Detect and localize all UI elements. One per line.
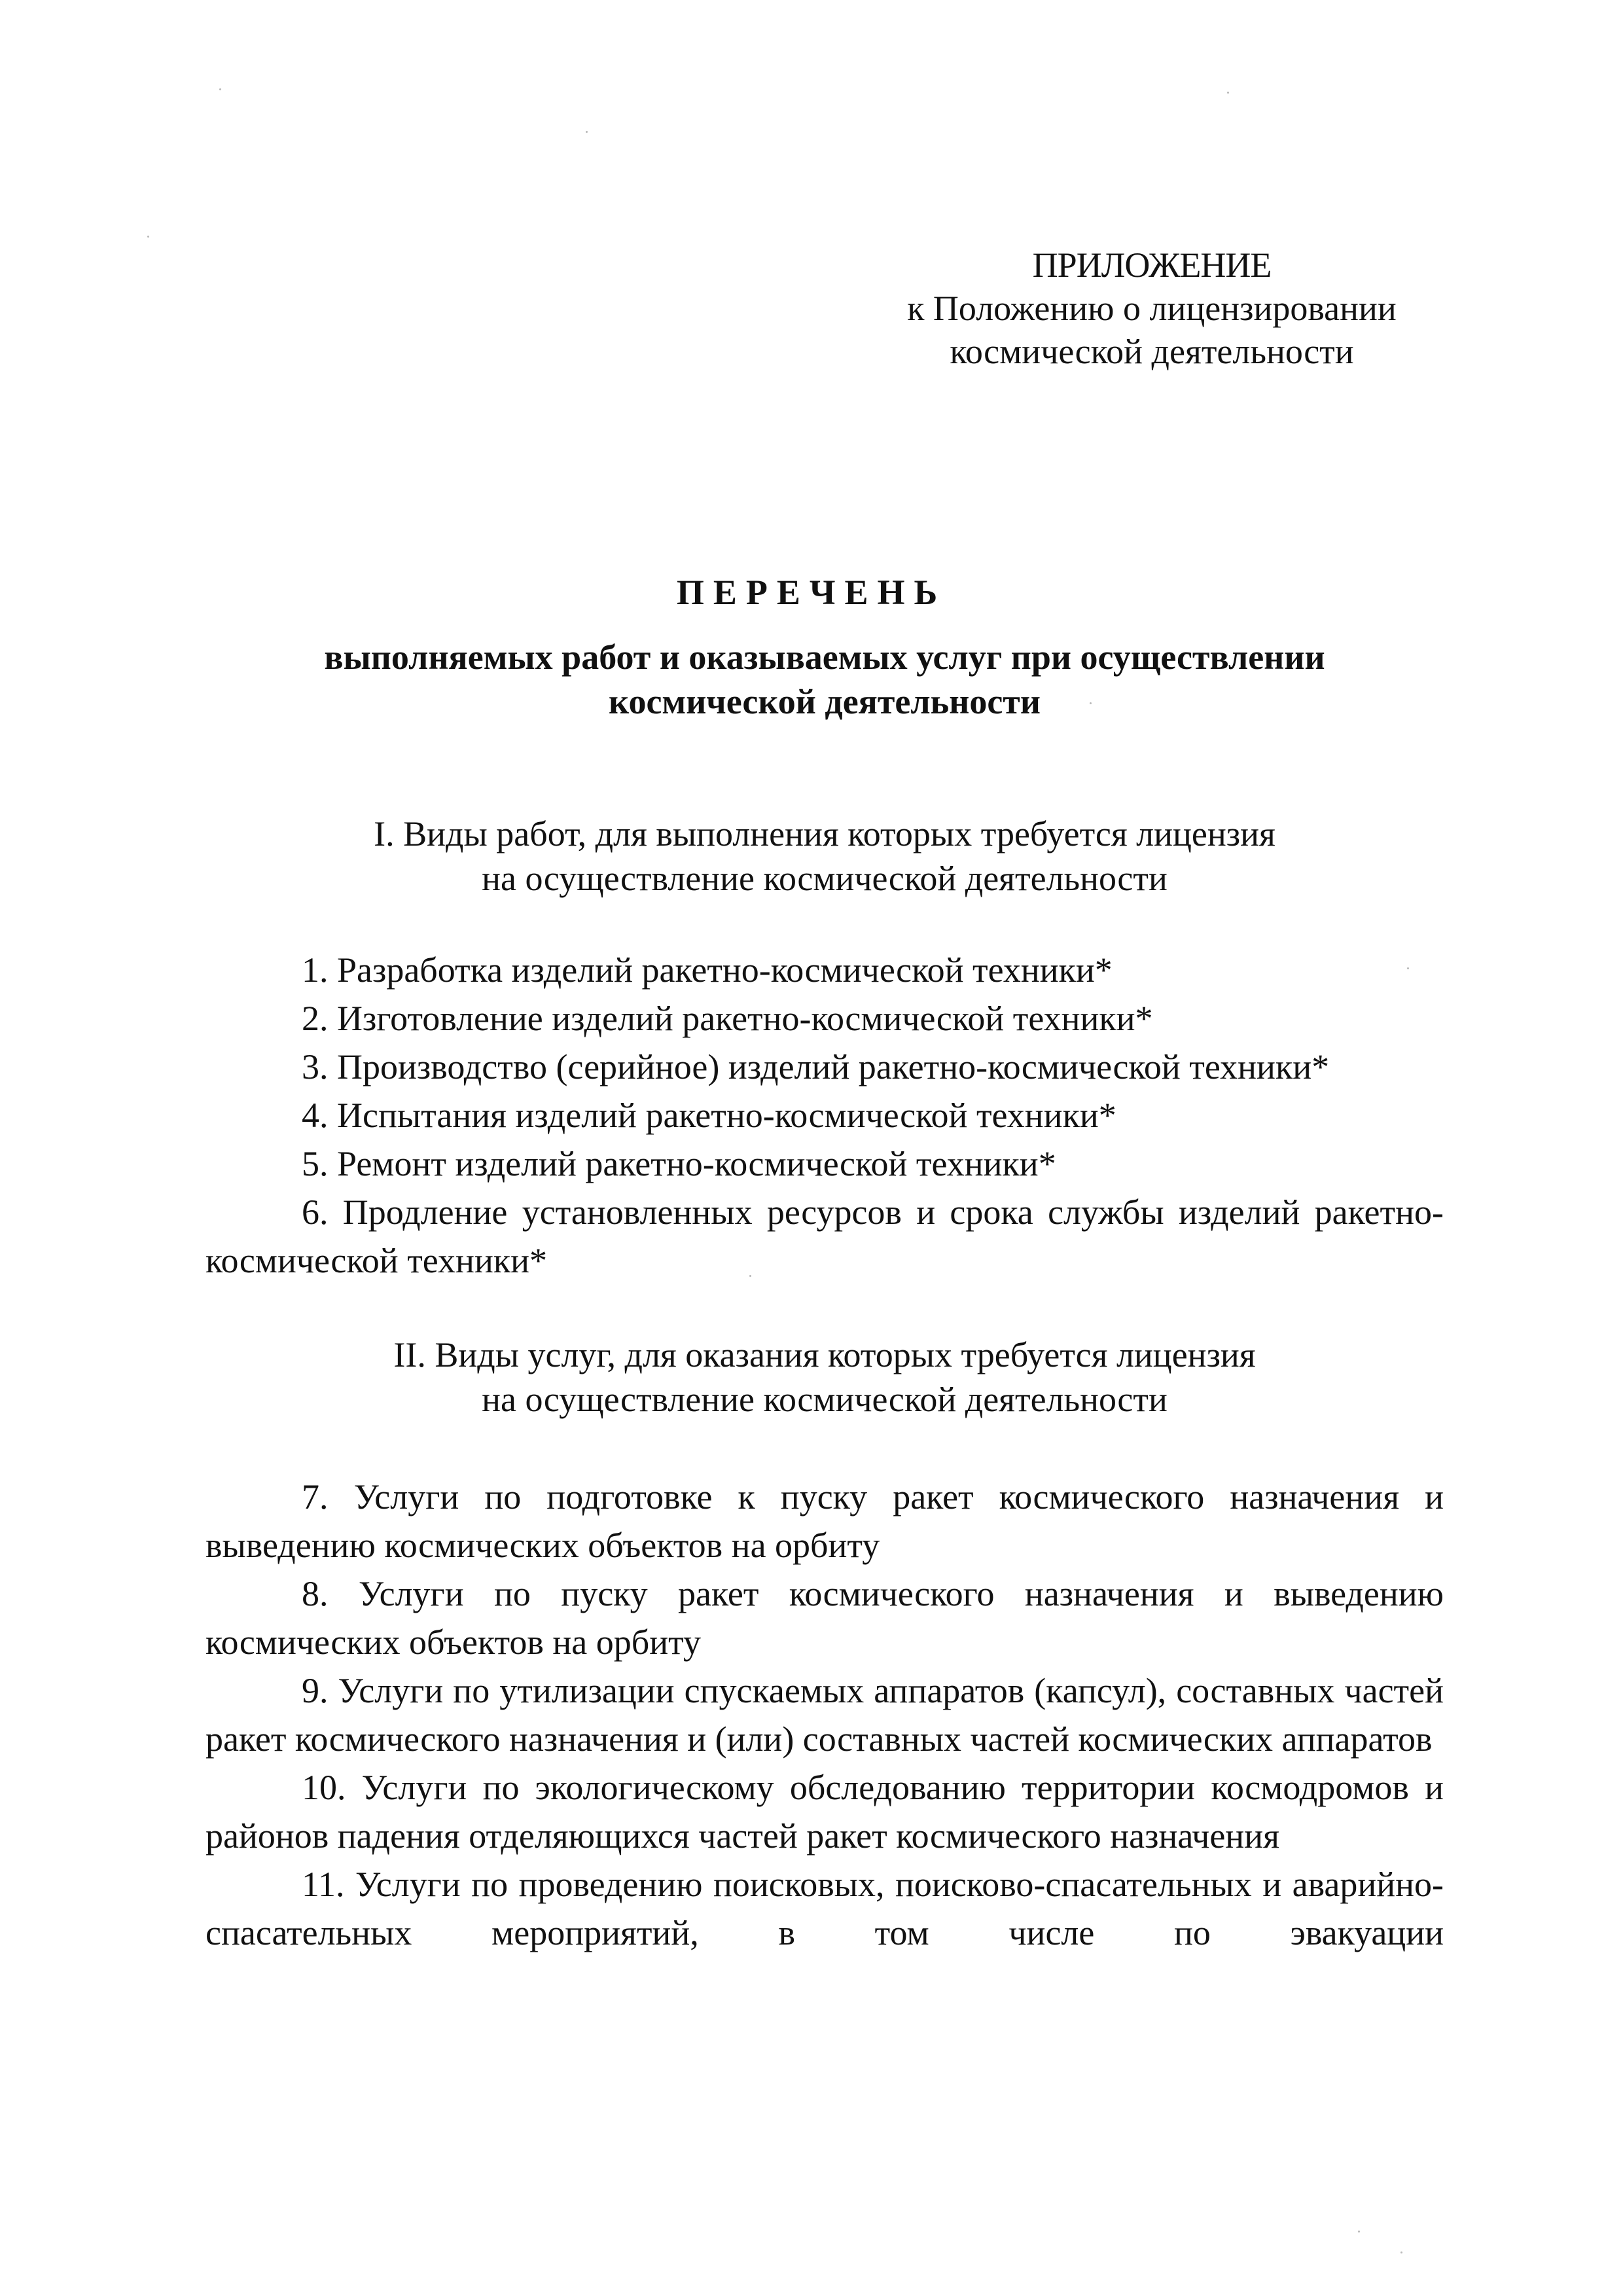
list-item: 11. Услуги по проведению поисковых, поисково-спасательных и аварийно-спасательных мероприятий, в том числе по эвакуации: [205, 1865, 1444, 1952]
section-heading-services: [209, 1333, 1440, 1422]
list-item: 9. Услуги по утилизации спускаемых аппаратов (капсул), составных частей ракет космического назначения и (или) составных частей космических аппаратов: [205, 1671, 1444, 1759]
list-item: 8. Услуги по пуску ракет космического назначения и выведению космических объектов на орбиту: [205, 1574, 1444, 1662]
list-item: 1. Разработка изделий ракетно-космической техники*: [302, 950, 1113, 990]
list-item: 7. Услуги по подготовке к пуску ракет космического назначения и выведению космических объектов на орбиту: [205, 1477, 1444, 1565]
scan-speck: [1358, 2231, 1360, 2233]
scan-speck: [1400, 2251, 1402, 2253]
list-item: 10. Услуги по экологическому обследованию территории космодромов и районов падения отделяющихся частей ракет космического назначения: [205, 1768, 1444, 1856]
services-list: [205, 1473, 1444, 1957]
works-list: [205, 946, 1444, 1285]
document-title: ПЕРЕЧЕНЬ: [676, 573, 947, 612]
document-subtitle: [209, 635, 1440, 724]
list-item: 2. Изготовление изделий ракетно-космической техники*: [302, 999, 1153, 1038]
section-heading-works: [209, 812, 1440, 901]
section-heading-line: II. Виды услуг, для оказания которых требуется лицензия: [393, 1335, 1256, 1374]
subtitle-line: выполняемых работ и оказываемых услуг при осуществлении: [324, 637, 1325, 677]
scan-speck: [219, 88, 221, 90]
scan-speck: [1227, 92, 1229, 94]
appendix-reference-cont: космической деятельности: [950, 332, 1354, 371]
appendix-title: ПРИЛОЖЕНИЕ: [1032, 245, 1272, 285]
subtitle-line: космической деятельности: [609, 682, 1041, 721]
appendix-header: [864, 243, 1440, 373]
list-item: 3. Производство (серийное) изделий ракетно-космической техники*: [302, 1047, 1330, 1086]
section-heading-line: I. Виды работ, для выполнения которых требуется лицензия: [374, 814, 1275, 853]
section-heading-line: на осуществление космической деятельности: [482, 1380, 1168, 1419]
list-item: 4. Испытания изделий ракетно-космической техники*: [302, 1096, 1116, 1135]
scan-speck: [147, 236, 149, 238]
appendix-reference: к Положению о лицензировании: [907, 289, 1397, 328]
list-item: 6. Продление установленных ресурсов и срока службы изделий ракетно-космической техники*: [205, 1193, 1444, 1280]
list-item: 5. Ремонт изделий ракетно-космической техники*: [302, 1144, 1056, 1183]
scan-speck: [586, 131, 588, 133]
section-heading-line: на осуществление космической деятельности: [482, 859, 1168, 898]
